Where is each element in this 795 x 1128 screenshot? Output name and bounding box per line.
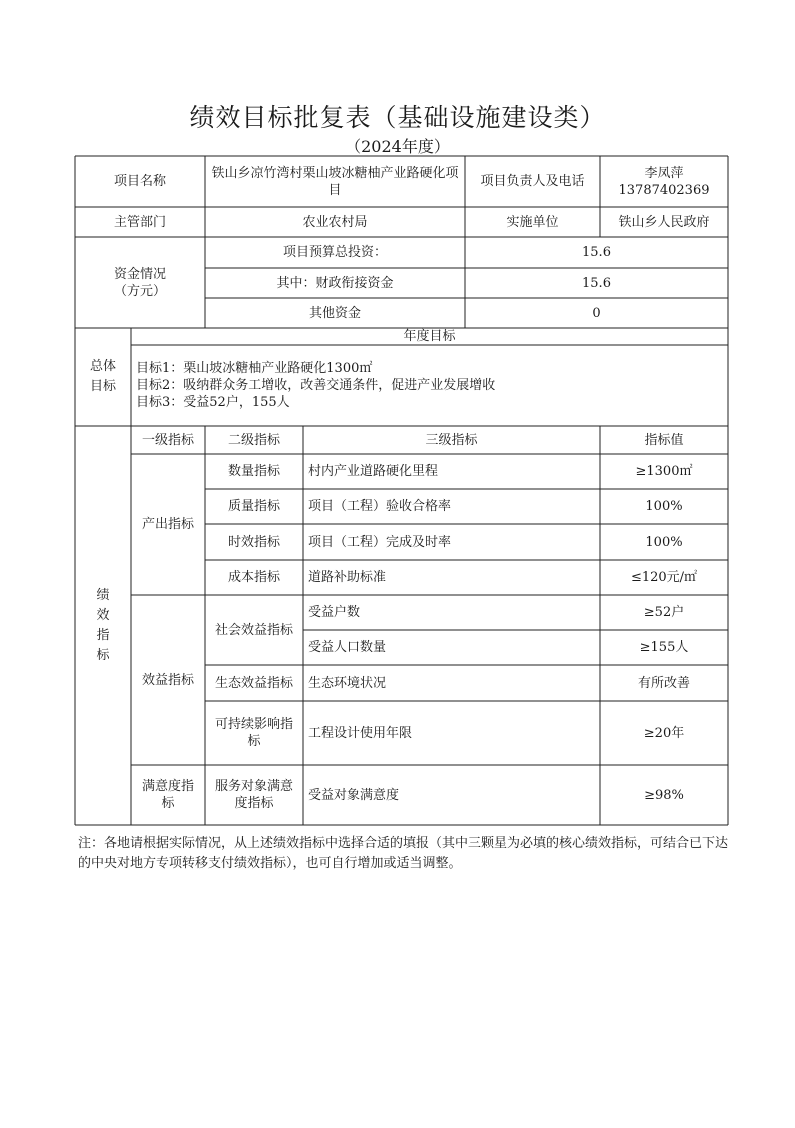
level2-quality: 质量指标 [227, 499, 280, 514]
level2-ecological: 生态效益指标 [214, 675, 293, 691]
project-contact [600, 156, 728, 207]
level3-item: 村内产业道路硬化里程 [308, 464, 439, 479]
unit-value: 铁山乡人民政府 [618, 214, 710, 230]
level2-service-satisfaction: 服务对象满意度指标 [214, 779, 293, 811]
indicators-label [75, 426, 131, 825]
level2-cost: 成本指标 [227, 570, 280, 585]
project-name-value: 铁山乡凉竹湾村栗山坡冰糖柚产业路硬化项目 [211, 165, 459, 198]
goals-header: 年度目标 [403, 329, 456, 344]
funds-label [75, 237, 205, 328]
goals-list [136, 360, 726, 411]
page-subtitle: （2024年度） [345, 137, 450, 156]
indicator-value: 有所改善 [637, 675, 690, 691]
funds-label-line1: 资金情况 [113, 266, 166, 282]
indicator-value: ≥20年 [643, 725, 685, 741]
contact-name: 李凤萍 [644, 165, 684, 181]
level2-quantity: 数量指标 [227, 464, 280, 479]
header-level2: 二级指标 [227, 432, 280, 448]
dept-label: 主管部门 [113, 214, 166, 230]
indicator-value: ≥98% [644, 787, 684, 803]
level3-item: 受益户数 [308, 605, 361, 620]
level3-item: 道路补助标准 [308, 570, 387, 585]
goals-label-text: 总体目标 [89, 359, 116, 394]
project-contact-label: 项目负责人及电话 [480, 174, 585, 189]
contact-phone: 13787402369 [618, 182, 710, 198]
goals-label [75, 328, 131, 426]
funds-row-label: 项目预算总投资： [282, 245, 387, 260]
funds-label-line2: （方元） [113, 283, 166, 299]
goal-item: 目标2：吸纳群众务工增收，改善交通条件，促进产业发展增收 [136, 378, 496, 393]
funds-row-value: 0 [592, 305, 601, 321]
level2-sustainable: 可持续影响指标 [214, 717, 293, 749]
goal-item: 目标3：受益52户，155人 [136, 395, 290, 410]
level1-satisfaction: 满意度指标 [141, 779, 194, 811]
header-level1: 一级指标 [141, 432, 194, 448]
header-value: 指标值 [644, 432, 684, 448]
funds-row-value: 15.6 [582, 275, 611, 291]
project-name-label: 项目名称 [113, 174, 166, 189]
indicator-value: ≥1300㎡ [635, 464, 693, 479]
footnote: 注：各地请根据实际情况，从上述绩效指标中选择合适的填报（其中三颗星为必填的核心绩效指标，可结合已下达的中央对地方专项转移支付绩效指标），也可自行增加或适当调整。 [78, 836, 729, 871]
unit-label: 实施单位 [506, 214, 559, 230]
goal-item: 目标1：栗山坡冰糖柚产业路硬化1300㎡ [136, 361, 373, 376]
level3-item: 工程设计使用年限 [308, 725, 413, 741]
dept-value: 农业农村局 [302, 214, 368, 230]
level1-benefit: 效益指标 [141, 672, 194, 688]
level2-timeliness: 时效指标 [227, 534, 280, 550]
level1-output: 产出指标 [141, 517, 194, 532]
level3-item: 受益人口数量 [308, 640, 387, 655]
indicator-value: ≥52户 [643, 605, 685, 620]
funds-row-label: 其他资金 [308, 305, 361, 321]
indicator-value: ≤120元/㎡ [630, 570, 698, 585]
funds-row-label: 其中：财政衔接资金 [276, 275, 394, 291]
level2-social: 社会效益指标 [214, 622, 293, 638]
indicator-value: 100% [645, 499, 683, 514]
level3-item: 项目（工程）完成及时率 [308, 534, 452, 550]
header-level3: 三级指标 [425, 432, 478, 448]
level3-item: 受益对象满意度 [308, 787, 400, 803]
indicator-value: ≥155人 [639, 640, 689, 655]
indicators-label-text: 绩效指标 [96, 587, 110, 663]
level3-item: 项目（工程）验收合格率 [308, 499, 452, 514]
level3-item: 生态环境状况 [308, 675, 387, 691]
page-title: 绩效目标批复表（基础设施建设类） [189, 103, 606, 132]
indicator-value: 100% [645, 534, 683, 550]
funds-row-value: 15.6 [582, 245, 611, 260]
